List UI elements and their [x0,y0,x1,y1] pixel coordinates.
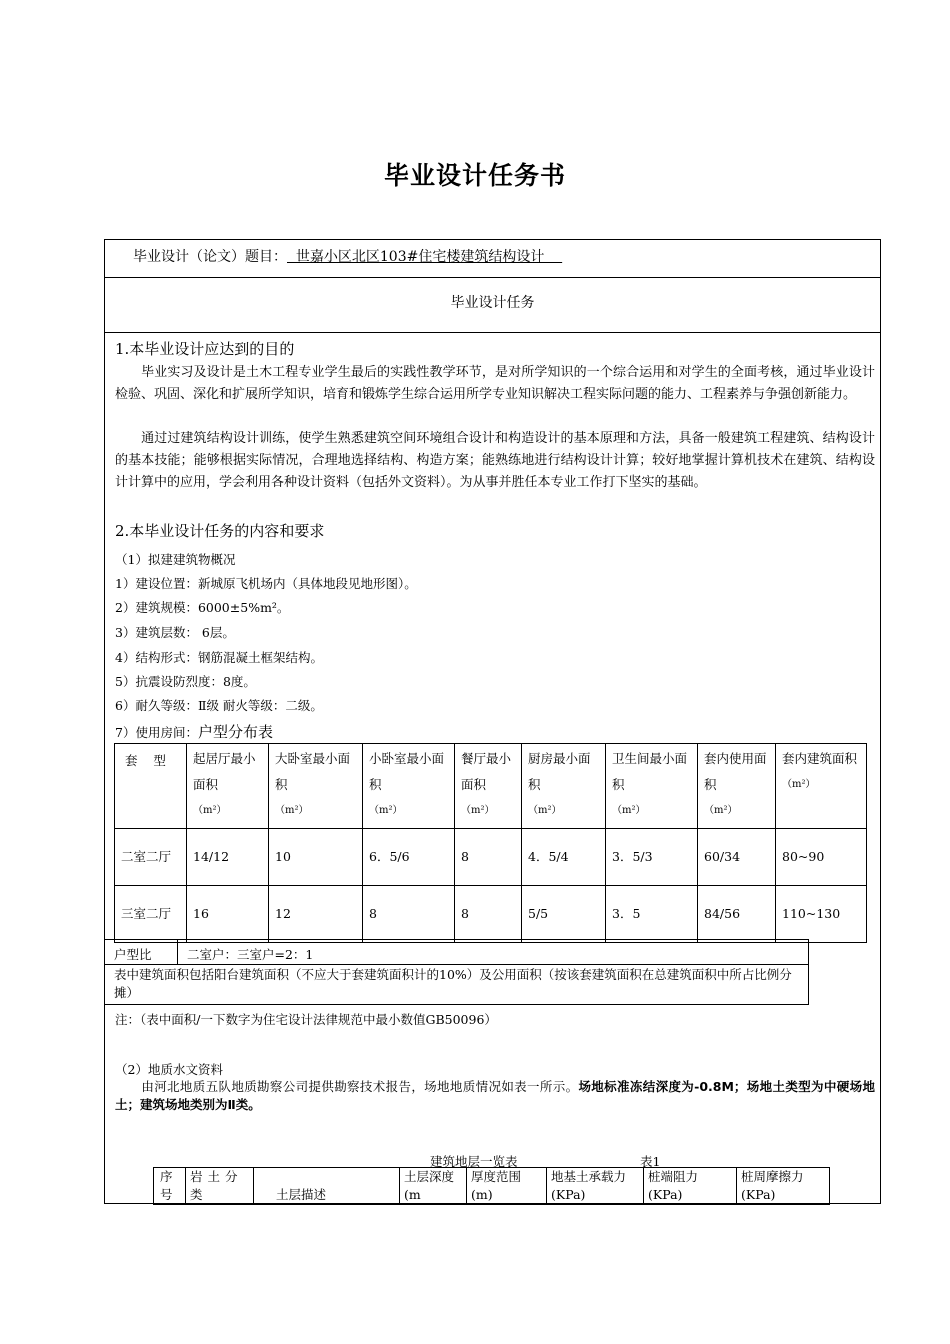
header-cell: 小卧室最小面积 （m²） [363,744,455,829]
topic-row [105,240,880,278]
table-cell: 4．5/4 [522,829,606,886]
task-header: 毕业设计任务 [450,295,535,311]
section1-p2 [115,428,875,494]
table-cell: 二室二厅 [115,829,187,886]
section1-p1-text: 毕业实习及设计是土木工程专业学生最后的实践性教学环节，是对所学知识的一个综合运用和对学生的全面考核，通过毕业设计检验、巩固、深化和扩展所学知识，培育和锻炼学生综合运用所学专业知识解决工程实际问题的能力、工程素养与争强创新能力。 [115,365,875,402]
list-item: 3）建筑层数： 6层。 [115,625,235,640]
item7-title: 户型分布表 [197,723,273,741]
geology-text [115,1078,875,1114]
header-cell: 卫生间最小面积 （m²） [606,744,698,829]
topic [133,246,562,266]
section1-p2-text: 通过过建筑结构设计训练，使学生熟悉建筑空间环境组合设计和构造设计的基本原理和方法，具备一般建筑工程建筑、结构设计的基本技能；能够根据实际情况，合理地选择结构、构造方案；能熟练地进行结构设计计算；较好地掌握计算机技术在建筑、结构设计计算中的应用，学会利用各种设计资料（包括外文资料）。为从事并胜任本专业工作打下坚实的基础。 [115,431,875,490]
geology-heading: （2）地质水文资料 [115,1062,223,1077]
header-cell: 套 型 [115,744,187,829]
header-cell: 土层深度(m [400,1168,467,1205]
footnote: 注：（表中面积/一下数字为住宅设计法律规范中最小数值GB50096） [115,1012,497,1027]
table-cell: 三室二厅 [115,886,187,943]
geology-table [153,1167,830,1205]
ratio-note: 表中建筑面积包括阳台建筑面积（不应大于套建筑面积计的10%）及公用面积（按该套建筑面积在总建筑面积中所占比例分摊） [105,965,809,1005]
geo-table-header [154,1168,830,1205]
list-item: 4）结构形式：钢筋混凝土框架结构。 [115,650,323,665]
header-cell: 序号 [154,1168,186,1205]
geo-table-caption: 建筑地层一览表 [430,1154,518,1169]
ratio-divider [177,940,178,964]
table-cell: 8 [363,886,455,943]
unit-table [114,743,867,943]
table-cell: 84/56 [698,886,776,943]
section1-heading: 1.本毕业设计应达到的目的 [115,340,295,358]
table-cell: 5/5 [522,886,606,943]
table-cell: 16 [187,886,269,943]
list-item: 1）建设位置：新城原飞机场内（具体地段见地形图）。 [115,576,417,591]
unit-table-header [115,744,867,829]
list-item: 5）抗震设防烈度：8度。 [115,674,256,689]
table-cell: 14/12 [187,829,269,886]
geo-table-number: 表1 [640,1154,661,1169]
table-cell: 60/34 [698,829,776,886]
header-cell: 地基土承载力(KPa) [547,1168,644,1205]
ratio-value: 二室户：三室户=2：1 [187,947,314,962]
table-cell: 8 [455,829,522,886]
list-item: 2）建筑规模：6000±5%m²。 [115,600,290,615]
section2-sub1: （1）拟建建筑物概况 [115,552,236,567]
item7-prefix: 7）使用房间： [115,725,198,740]
section1-p1 [115,362,875,406]
doc-title: 毕业设计任务书 [383,161,566,190]
header-cell: 套内建筑面积 （m²） [776,744,867,829]
header-cell: 土层描述 [254,1168,400,1205]
table-row [115,886,867,943]
table-cell: 3．5/3 [606,829,698,886]
ratio-label: 户型比 [114,947,152,962]
item7 [115,721,273,742]
header-cell: 厚度范围(m) [467,1168,547,1205]
topic-label: 毕业设计（论文）题目： [133,249,287,265]
table-cell: 8 [455,886,522,943]
geology-text-plain: 由河北地质五队地质勘察公司提供勘察技术报告，场地地质情况如表一所示。 [141,1079,579,1094]
header-cell: 起居厅最小面积 （m²） [187,744,269,829]
list-item: 6）耐久等级：Ⅱ级 耐火等级：二级。 [115,698,323,713]
table-row [115,829,867,886]
topic-value: 世嘉小区北区103#住宅楼建筑结构设计 [287,249,563,265]
header-cell: 桩端阻力(KPa) [644,1168,737,1205]
task-form [104,239,881,1204]
task-header-row [105,278,880,333]
table-cell: 12 [269,886,363,943]
section2-heading: 2.本毕业设计任务的内容和要求 [115,522,325,540]
geology-text-bold: 场地标准冻结深度为-0.8M；场地土类型为中硬场地土；建筑场地类别为Ⅱ类。 [115,1079,875,1112]
header-cell: 餐厅最小面积 （m²） [455,744,522,829]
table-cell: 80~90 [776,829,867,886]
header-cell: 大卧室最小面积 （m²） [269,744,363,829]
table-cell: 6．5/6 [363,829,455,886]
header-cell: 厨房最小面积 （m²） [522,744,606,829]
table-cell: 110~130 [776,886,867,943]
unit-ratio-row [105,939,809,965]
header-cell: 套内使用面积 （m²） [698,744,776,829]
header-cell: 桩周摩擦力(KPa) [737,1168,830,1205]
table-cell: 3．5 [606,886,698,943]
table-cell: 10 [269,829,363,886]
header-cell: 岩土分类 [186,1168,254,1205]
